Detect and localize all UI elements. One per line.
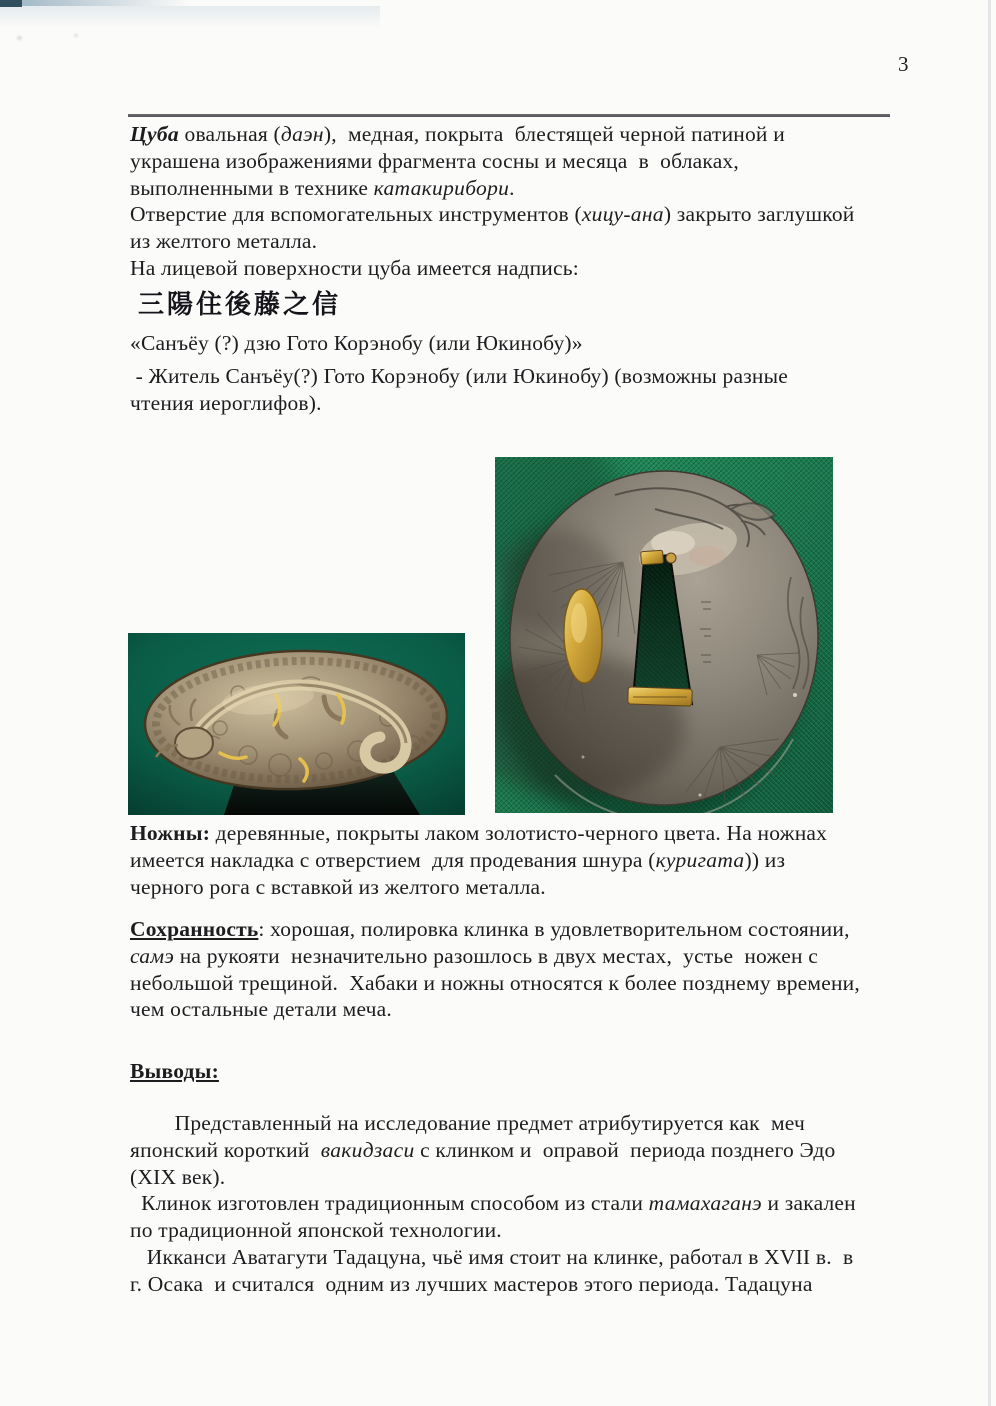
scan-edge-crease bbox=[988, 0, 991, 1406]
paragraph-inscription-translation: - Житель Санъёу(?) Гото Корэнобу (или Юкинобу) (возможны разные чтения иероглифов). bbox=[130, 364, 789, 415]
page-number: 3 bbox=[898, 52, 909, 76]
paragraph-scabbard: Ножны: деревянные, покрыты лаком золотисто-черного цвета. На ножнах имеется накладка с отверстием для продевания шнура (куригата)) из черного рога с вставкой из желтого металла. bbox=[130, 821, 828, 899]
paragraph-tsuba-description: Цуба овальная (даэн), медная, покрыта блестящей черной патиной и украшена изображениями фрагмента сосны и месяца в облаках, выполненными в технике катакирибори. Отверстие для вспомогательных инструментов (хицу-ана) закрыто заглушкой из желтого металла. На лицевой поверхности цуба имеется надпись: bbox=[130, 122, 855, 280]
horizontal-rule bbox=[128, 114, 890, 117]
scan-speck bbox=[74, 34, 78, 37]
scan-speck bbox=[17, 36, 22, 40]
scan-haze-artifact bbox=[0, 6, 380, 28]
japanese-inscription: 三陽住後藤之信 bbox=[138, 290, 342, 320]
scan-strip-light-artifact bbox=[22, 0, 190, 6]
paragraph-inscription-transliteration: «Санъёу (?) дзю Гото Корэнобу (или Юкинобу)» bbox=[130, 331, 583, 355]
conclusions-heading: Выводы: bbox=[130, 1059, 219, 1083]
kashira-dragon-photo bbox=[128, 633, 465, 815]
kashira-photo-image bbox=[128, 633, 465, 815]
scan-strip-dark-artifact bbox=[0, 0, 22, 7]
tsuba-photo bbox=[495, 457, 833, 813]
paragraph-conclusions: Представленный на исследование предмет атрибутируется как меч японский короткий вакидзаси с клинком и оправой периода позднего Эдо (XIX век). Клинок изготовлен традиционным способом из стали тамахаганэ и закален по традиционной японской технологии. Икканси Аватагути Тадацуна, чьё имя стоит на клинке, работал в XVII в. в г. Осака и считался одним из лучших мастеров этого периода. Тадацуна bbox=[130, 1111, 856, 1296]
tsuba-photo-image bbox=[495, 457, 833, 813]
paragraph-condition: Сохранность: хорошая, полировка клинка в удовлетворительном состоянии, самэ на рукояти незначительно разошлось в двух местах, устье ножен с небольшой трещиной. Хабаки и ножны относятся к более позднему времени, чем остальные детали меча. bbox=[130, 917, 860, 1022]
